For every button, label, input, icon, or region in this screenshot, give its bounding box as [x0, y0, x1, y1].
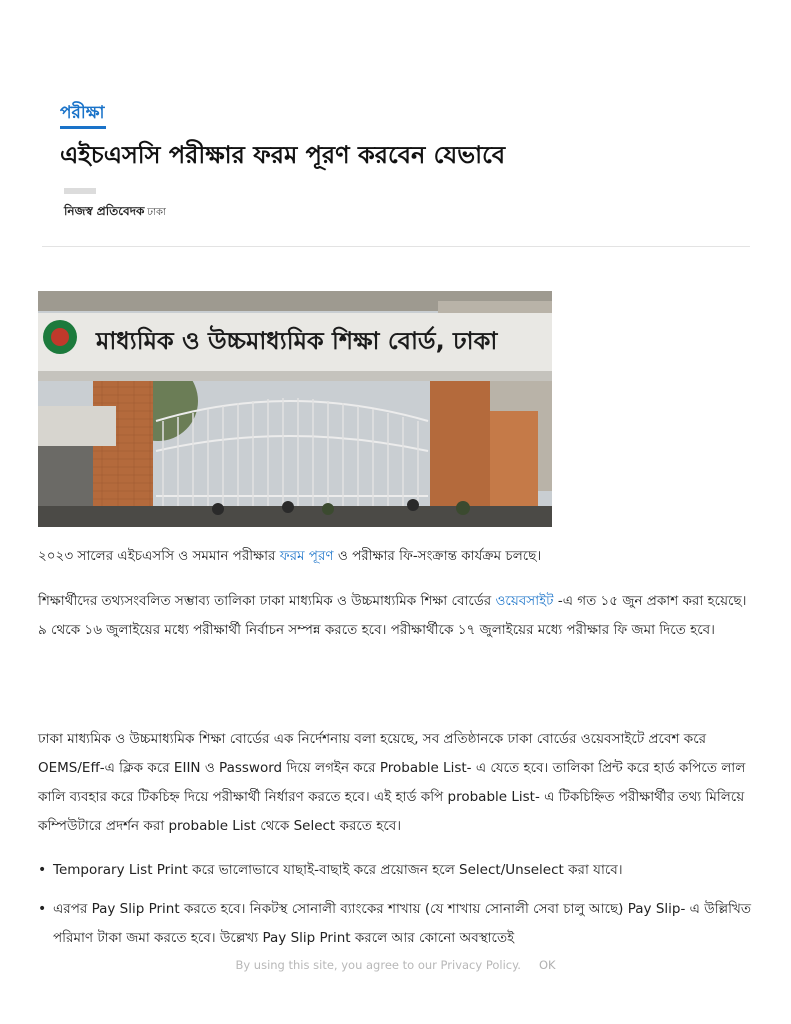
instruction-list — [38, 856, 753, 963]
board-gate-image — [38, 291, 552, 527]
form-fillup-link[interactable]: ফরম পূরণ — [279, 548, 334, 564]
consent-text[interactable]: By using this site, you agree to our Privacy Policy. — [235, 958, 521, 972]
paragraph-1 — [38, 542, 753, 571]
consent-ok-button[interactable]: OK — [538, 958, 556, 972]
cookie-consent-bar — [0, 958, 791, 972]
gate-sign-text: মাধ্যমিক ও উচ্চমাধ্যমিক শিক্ষা বোর্ড, ঢাকা — [96, 327, 498, 355]
paragraph-1-text-a: ২০২৩ সালের এইচএসসি ও সমমান পরীক্ষার — [38, 548, 280, 564]
byline — [64, 203, 166, 223]
bullet-dot-icon: • — [38, 862, 47, 878]
category-link[interactable]: পরীক্ষা — [60, 103, 105, 123]
byline-location: ঢাকা — [147, 207, 166, 218]
byline-placeholder-bar — [64, 188, 96, 194]
header-divider — [42, 246, 750, 247]
paragraph-2-text-a: শিক্ষার্থীদের তথ্যসংবলিত সম্ভাব্য তালিকা ঢাকা মাধ্যমিক ও উচ্চমাধ্যমিক শিক্ষা বোর্ডের — [38, 593, 496, 609]
article-photo — [38, 291, 552, 527]
category-underline — [60, 126, 106, 129]
website-link[interactable]: ওয়েবসাইট — [495, 593, 554, 609]
byline-author[interactable]: নিজস্ব প্রতিবেদক — [64, 204, 145, 218]
list-item — [38, 856, 753, 885]
paragraph-2-text-b: -এ গত ১৫ জুন প্রকাশ করা হয়েছে। ৯ থেকে ১৬ জুলাইয়ের মধ্যে পরীক্ষার্থী নির্বাচন সম্পন্ন করতে হবে। পরীক্ষার্থীকে ১৭ জুলাইয়ের মধ্যে পরীক্ষার ফি জমা দিতে হবে। — [38, 593, 747, 638]
paragraph-3: ঢাকা মাধ্যমিক ও উচ্চমাধ্যমিক শিক্ষা বোর্ডের এক নির্দেশনায় বলা হয়েছে, সব প্রতিষ্ঠানকে ঢাকা বোর্ডের ওয়েবসাইটে প্রবেশ করে OEMS/Eff-এ ক্লিক করে EIIN ও Password দিয়ে লগইন করে Probable List- এ যেতে হবে। তালিকা প্রিন্ট করে হার্ড কপিতে লাল কালি ব্যবহার করে টিকচিহ্ন দিয়ে পরীক্ষার্থী নির্ধারণ করতে হবে। এই হার্ড কপি probable List- এ টিকচিহ্নিত পরীক্ষার্থীর তথ্য মিলিয়ে কম্পিউটারে প্রদর্শন করা probable List থেকে Select করতে হবে। — [38, 731, 746, 834]
article-title: এইচএসসি পরীক্ষার ফরম পূরণ করবেন যেভাবে — [60, 141, 506, 169]
list-item — [38, 895, 753, 953]
list-item-text: এরপর Pay Slip Print করতে হবে। নিকটস্থ সোনালী ব্যাংকের শাখায় (যে শাখায় সোনালী সেবা চালু আছে) Pay Slip- এ উল্লিখিত পরিমাণ টাকা জমা করতে হবে। উল্লেখ্য Pay Slip Print করলে আর কোনো অবস্থাতেই — [53, 901, 752, 946]
bullet-dot-icon: • — [38, 901, 47, 917]
list-item-text: Temporary List Print করে ভালোভাবে যাছাই-বাছাই করে প্রয়োজন হলে Select/Unselect করা যাবে। — [53, 862, 623, 878]
paragraph-2 — [38, 587, 753, 645]
paragraph-1-text-b: ও পরীক্ষার ফি-সংক্রান্ত কার্যক্রম চলছে। — [333, 548, 542, 564]
